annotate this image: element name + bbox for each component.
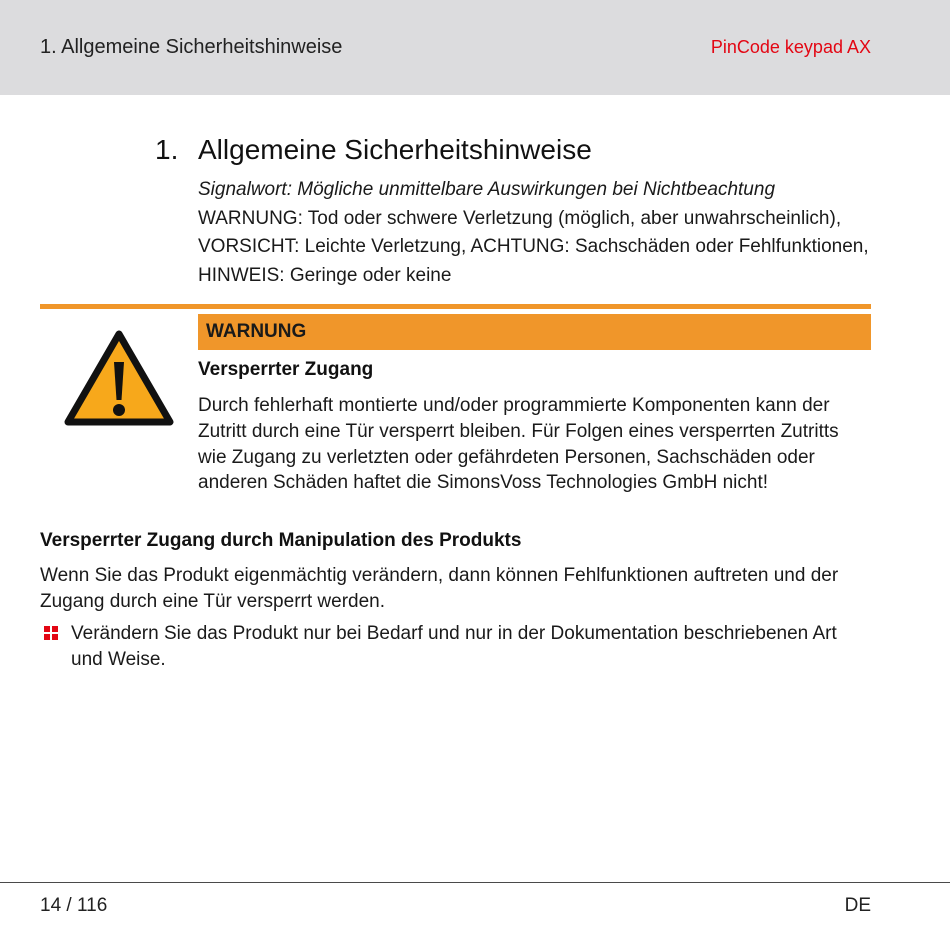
page-number: 14 / 116 xyxy=(40,895,108,916)
signal-word-definitions: WARNUNG: Tod oder schwere Verletzung (möglich, aber unwahrscheinlich), VORSICHT: Leichte Verletzung, ACHTUNG: Sachschäden oder Fehlfunktionen, HINWEIS: Geringe oder keine xyxy=(198,207,869,286)
signal-word-caption: Signalwort: Mögliche unmittelbare Auswirkungen bei Nichtbeachtung xyxy=(198,179,776,200)
warning-label: WARNUNG xyxy=(206,321,307,342)
language-code: DE xyxy=(844,895,871,916)
instruction-bullet: Verändern Sie das Produkt nur bei Bedarf und nur in der Dokumentation beschriebenen Art und Weise. xyxy=(71,623,837,670)
manipulation-paragraph: Wenn Sie das Produkt eigenmächtig verändern, dann können Fehlfunktionen auftreten und der Zugang durch eine Tür versperrt werden. xyxy=(40,565,839,612)
warning-banner xyxy=(198,314,871,350)
section-number: 1. xyxy=(155,134,179,165)
red-square-bullet-icon xyxy=(44,626,58,640)
section-title: Allgemeine Sicherheitshinweise xyxy=(198,134,592,165)
warning-body: Durch fehlerhaft montierte und/oder programmierte Komponenten kann der Zutritt durch eine Tür versperrt bleiben. Für Folgen eines versperrten Zutritts wie Zugang zu verletzten oder gefährdeten Personen, Sachschäden oder anderen Schäden haftet die SimonsVoss Technologies GmbH nicht! xyxy=(198,395,839,494)
warning-top-rule xyxy=(40,304,871,309)
warning-subheading: Versperrter Zugang xyxy=(198,359,374,380)
manipulation-heading: Versperrter Zugang durch Manipulation des Produkts xyxy=(40,530,522,551)
chapter-title: 1. Allgemeine Sicherheitshinweise xyxy=(40,36,343,58)
warning-triangle-icon xyxy=(62,328,176,428)
page-header xyxy=(0,0,950,95)
product-name: PinCode keypad AX xyxy=(710,37,871,57)
signal-word-intro xyxy=(198,176,870,290)
footer-divider xyxy=(0,882,950,883)
